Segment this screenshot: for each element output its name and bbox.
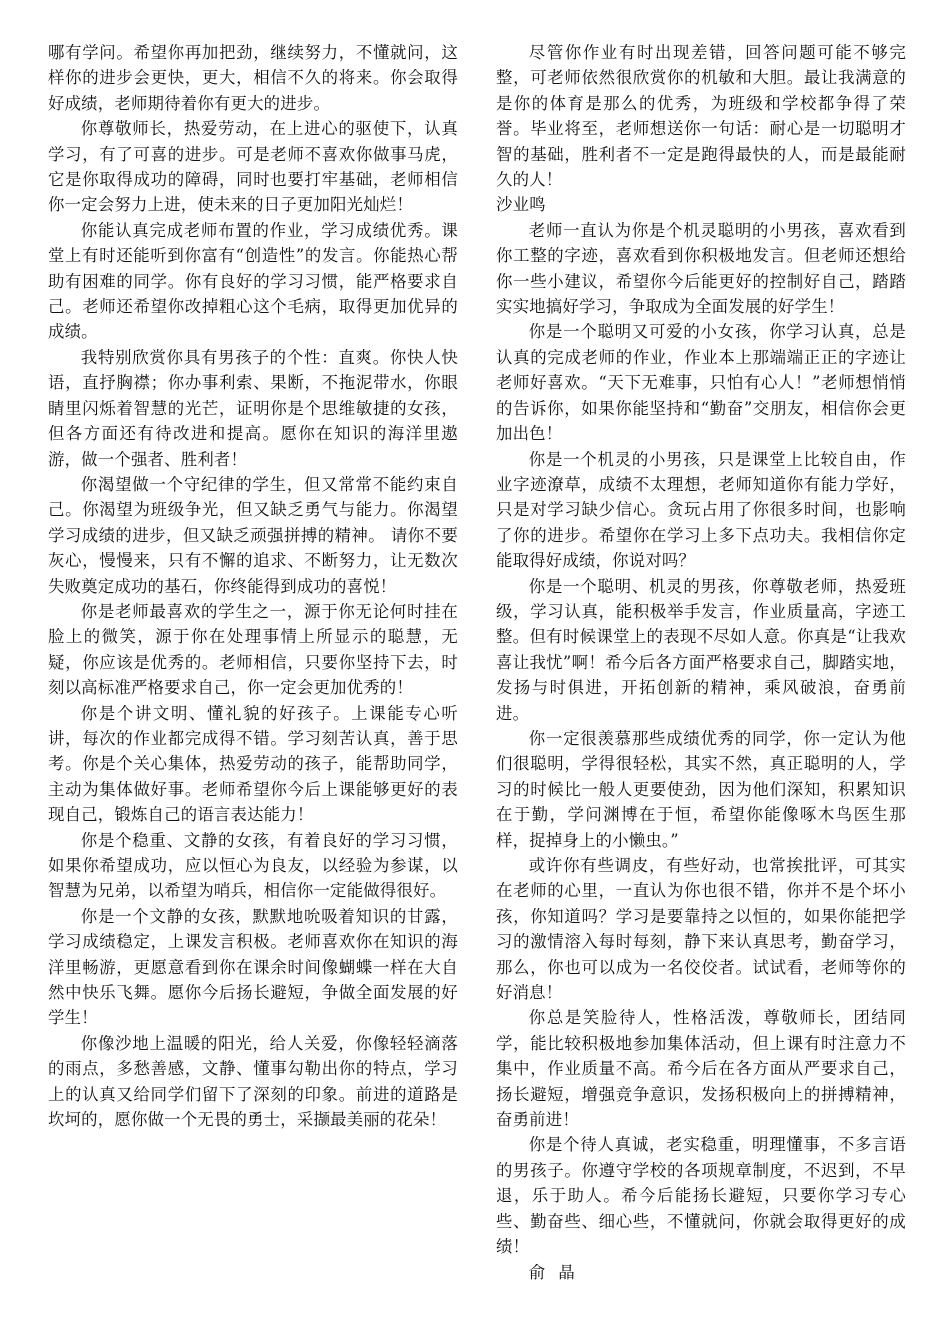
comment-paragraph: 你一定很羡慕那些成绩优秀的同学，你一定认为他们很聪明，学得很轻松，其实不然，真正聪明的人，学习的时候比一般人更要使劲，因为他们深知，积累知识在于勤，学问渊博在于恒，希望你能像啄木鸟医生那样，捉掉身上的小懒虫。” [496,728,906,850]
comment-paragraph: 我特别欣赏你具有男孩子的个性：直爽。你快人快语，直抒胸襟；你办事利索、果断，不拖泥带水，你眼睛里闪烁着智慧的光芒，证明你是个思维敏捷的女孩，但各方面还有待改进和提高。愿你在知识的海洋里遨游，做一个强者、胜利者！ [48,347,458,469]
comment-paragraph: 你是一个聪明、机灵的男孩，你尊敬老师，热爱班级，学习认真，能积极举手发言，作业质量高，字迹工整。但有时候课堂上的表现不尽如人意。你真是“让我欢喜让我忧”啊！希今后各方面严格要求自己，脚踏实地，发扬与时俱进，开拓创新的精神，乘风破浪，奋勇前进。 [496,576,906,723]
comment-paragraph: 你总是笑脸待人，性格活泼，尊敬师长，团结同学，能比较积极地参加集体活动，但上课有时注意力不集中，作业质量不高。希今后在各方面从严要求自己，扬长避短，增强竞争意识，发扬积极向上的拼搏精神，奋勇前进！ [496,1008,906,1130]
comment-paragraph: 你是个讲文明、懂礼貌的好孩子。上课能专心听讲，每次的作业都完成得不错。学习刻苦认真，善于思考。你是个关心集体，热爱劳动的孩子，能帮助同学，主动为集体做好事。老师希望你今后上课能够更好的表现自己，锻炼自己的语言表达能力！ [48,703,458,825]
comment-paragraph: 你是一个文静的女孩，默默地吮吸着知识的甘露，学习成绩稳定，上课发言积极。老师喜欢你在知识的海洋里畅游，更愿意看到你在课余时间像蝴蝶一样在大自然中快乐飞舞。愿你今后扬长避短，争做全面发展的好学生！ [48,906,458,1028]
comment-paragraph: 你是个稳重、文静的女孩，有着良好的学习习惯，如果你希望成功，应以恒心为良友，以经验为参谋，以智慧为兄弟，以希望为哨兵，相信你一定能做得很好。 [48,830,458,901]
comment-paragraph: 老师一直认为你是个机灵聪明的小男孩，喜欢看到你工整的字迹，喜欢看到你积极地发言。但老师还想给你一些小建议，希望你今后能更好的控制好自己，踏踏实实地搞好学习，争取成为全面发展的好学生！ [496,220,906,317]
comment-paragraph: 你是个待人真诚，老实稳重，明理懂事，不多言语的男孩子。你遵守学校的各项规章制度，不迟到，不早退，乐于助人。希今后能扬长避短，只要你学习专心些、勤奋些、细心些，不懂就问，你就会取得更好的成绩！ [496,1135,906,1257]
comment-paragraph: 或许你有些调皮，有些好动，也常挨批评，可其实在老师的心里，一直认为你也很不错，你并不是个坏小孩，你知道吗？学习是要靠持之以恒的，如果你能把学习的激情溶入每时每刻，静下来认真思考，勤奋学习，那么，你也可以成为一名佼佼者。试试看，老师等你的好消息！ [496,856,906,1003]
comment-paragraph: 你尊敬师长，热爱劳动，在上进心的驱使下，认真学习，有了可喜的进步。可是老师不喜欢你做事马虎，它是你取得成功的障碍，同时也要打牢基础，老师相信你一定会努力上进，使未来的日子更加阳光灿烂！ [48,119,458,215]
comment-paragraph: 你渴望做一个守纪律的学生，但又常常不能约束自己。你渴望为班级争光，但又缺乏勇气与能力。你渴望学习成绩的进步，但又缺乏顽强拼搏的精神。 请你不要灰心，慢慢来，只有不懈的追求、不断努力，让无数次失败奠定成功的基石，你终能得到成功的喜悦！ [48,474,458,596]
comment-paragraph: 你是一个机灵的小男孩，只是课堂上比较自由，作业字迹潦草，成绩不太理想，老师知道你有能力学好，只是对学习缺少信心。贪玩占用了你很多时间，也影响了你的进步。希望你在学习上多下点功夫。我相信你定能取得好成绩，你说对吗？ [496,449,906,571]
comment-paragraph: 你能认真完成老师布置的作业，学习成绩优秀。课堂上有时还能听到你富有“创造性”的发言。你能热心帮助有困难的同学。你有良好的学习习惯，能严格要求自己。老师还希望你改掉粗心这个毛病，取得更加优异的成绩。 [48,220,458,342]
right-column [496,40,906,1285]
student-name: 沙业鸣 [496,195,546,215]
comment-paragraph: 你是一个聪明又可爱的小女孩，你学习认真，总是认真的完成老师的作业，作业本上那端端正正的字迹让老师好喜欢。“天下无难事，只怕有心人！”老师想悄悄的告诉你，如果你能坚持和“勤奋”交朋友，相信你会更加出色！ [496,322,906,444]
left-column [48,40,458,1132]
comment-paragraph: 你是老师最喜欢的学生之一，源于你无论何时挂在脸上的微笑，源于你在处理事情上所显示的聪慧，无疑，你应该是优秀的。老师相信，只要你坚持下去，时刻以高标准严格要求自己，你一定会更加优秀的！ [48,601,458,698]
comment-paragraph: 你像沙地上温暖的阳光，给人关爱，你像轻轻滴落的雨点，多愁善感，文静、懂事勾勒出你的特点，学习上的认真又给同学们留下了深刻的印象。前进的道路是坎坷的，愿你做一个无畏的勇士，采撷最美丽的花朵！ [48,1033,458,1130]
student-name: 俞 晶 [528,1262,579,1282]
comment-paragraph: 哪有学问。希望你再加把劲，继续努力，不懂就问，这样你的进步会更快，更大，相信不久的将来。你会取得好成绩，老师期待着你有更大的进步。 [48,43,458,113]
comment-paragraph: 尽管你作业有时出现差错，回答问题可能不够完整，可老师依然很欣赏你的机敏和大胆。最让我满意的是你的体育是那么的优秀，为班级和学校都争得了荣誉。毕业将至，老师想送你一句话：耐心是一切聪明才智的基础，胜利者不一定是跑得最快的人，而是最能耐久的人！ [496,43,906,190]
